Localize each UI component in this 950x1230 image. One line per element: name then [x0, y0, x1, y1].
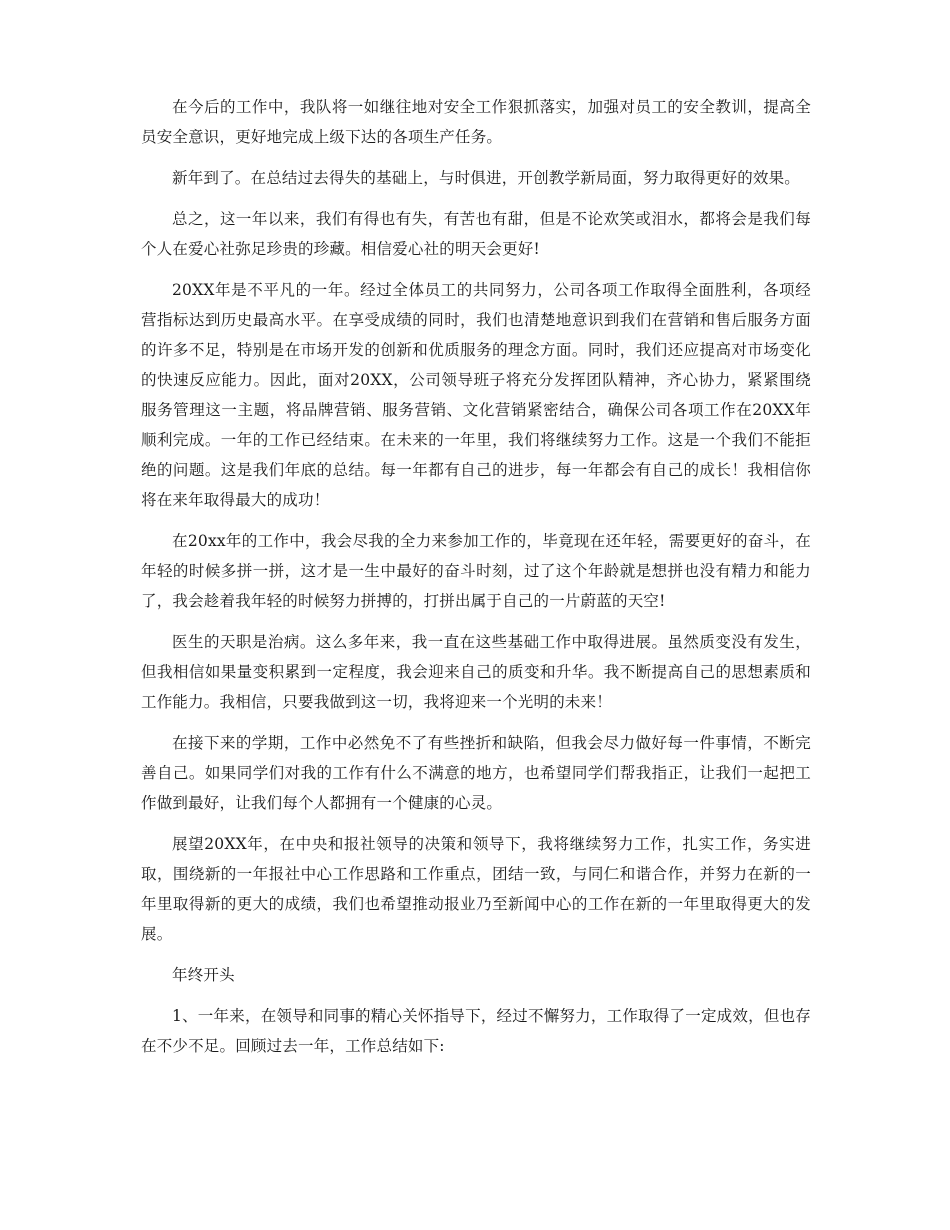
document-body: [141, 92, 811, 1072]
paragraph-outlook: 展望20XX年，在中央和报社领导的决策和领导下，我将继续努力工作，扎实工作，务实进取，围绕新的一年报社中心工作思路和工作重点，团结一致，与同仁和谐合作，并努力在新的一年里取得新的更大的成绩，我们也希望推动报业乃至新闻中心的工作在新的一年里取得更大的发展。: [141, 835, 811, 943]
paragraph-doctor: 医生的天职是治病。这么多年来，我一直在这些基础工作中取得进展。虽然质变没有发生，但我相信如果量变积累到一定程度，我会迎来自己的质变和升华。我不断提高自己的思想素质和工作能力。我相信，只要我做到这一切，我将迎来一个光明的未来！: [141, 633, 811, 711]
paragraph-safety: 在今后的工作中，我队将一如继往地对安全工作狠抓落实，加强对员工的安全教训，提高全员安全意识，更好地完成上级下达的各项生产任务。: [141, 98, 811, 146]
paragraph-numbered-1: 1、一年来，在领导和同事的精心关怀指导下，经过不懈努力，工作取得了一定成效，但也存在不少不足。回顾过去一年，工作总结如下:: [141, 1007, 811, 1055]
section-heading: 年终开头: [172, 966, 235, 984]
paragraph-semester: 在接下来的学期，工作中必然免不了有些挫折和缺陷，但我会尽力做好每一件事情，不断完善自己。如果同学们对我的工作有什么不满意的地方，也希望同学们帮我指正，让我们一起把工作做到最好，让我们每个人都拥有一个健康的心灵。: [141, 734, 811, 812]
paragraph-personal-effort: 在20xx年的工作中，我会尽我的全力来参加工作的，毕竟现在还年轻，需要更好的奋斗，在年轻的时候多拼一拼，这才是一生中最好的奋斗时刻，过了这个年龄就是想拼也没有精力和能力了，我会趁着我年轻的时候努力拼搏的，打拼出属于自己的一片蔚蓝的天空!: [141, 532, 811, 610]
paragraph-new-year: 新年到了。在总结过去得失的基础上，与时俱进，开创教学新局面，努力取得更好的效果。: [172, 169, 801, 187]
paragraph-summary: 总之，这一年以来，我们有得也有失，有苦也有甜，但是不论欢笑或泪水，都将会是我们每个人在爱心社弥足珍贵的珍藏。相信爱心社的明天会更好!: [141, 210, 811, 258]
paragraph-company-year: 20XX年是不平凡的一年。经过全体员工的共同努力，公司各项工作取得全面胜利，各项经营指标达到历史最高水平。在享受成绩的同时，我们也清楚地意识到我们在营销和售后服务方面的许多不足，特别是在市场开发的创新和优质服务的理念方面。同时，我们还应提高对市场变化的快速反应能力。因此，面对20XX，公司领导班子将充分发挥团队精神，齐心协力，紧紧围绕服务管理这一主题，将品牌营销、服务营销、文化营销紧密结合，确保公司各项工作在20XX年顺利完成。一年的工作已经结束。在未来的一年里，我们将继续努力工作。这是一个我们不能拒绝的问题。这是我们年底的总结。每一年都有自己的进步，每一年都会有自己的成长！我相信你将在来年取得最大的成功！: [141, 281, 811, 509]
